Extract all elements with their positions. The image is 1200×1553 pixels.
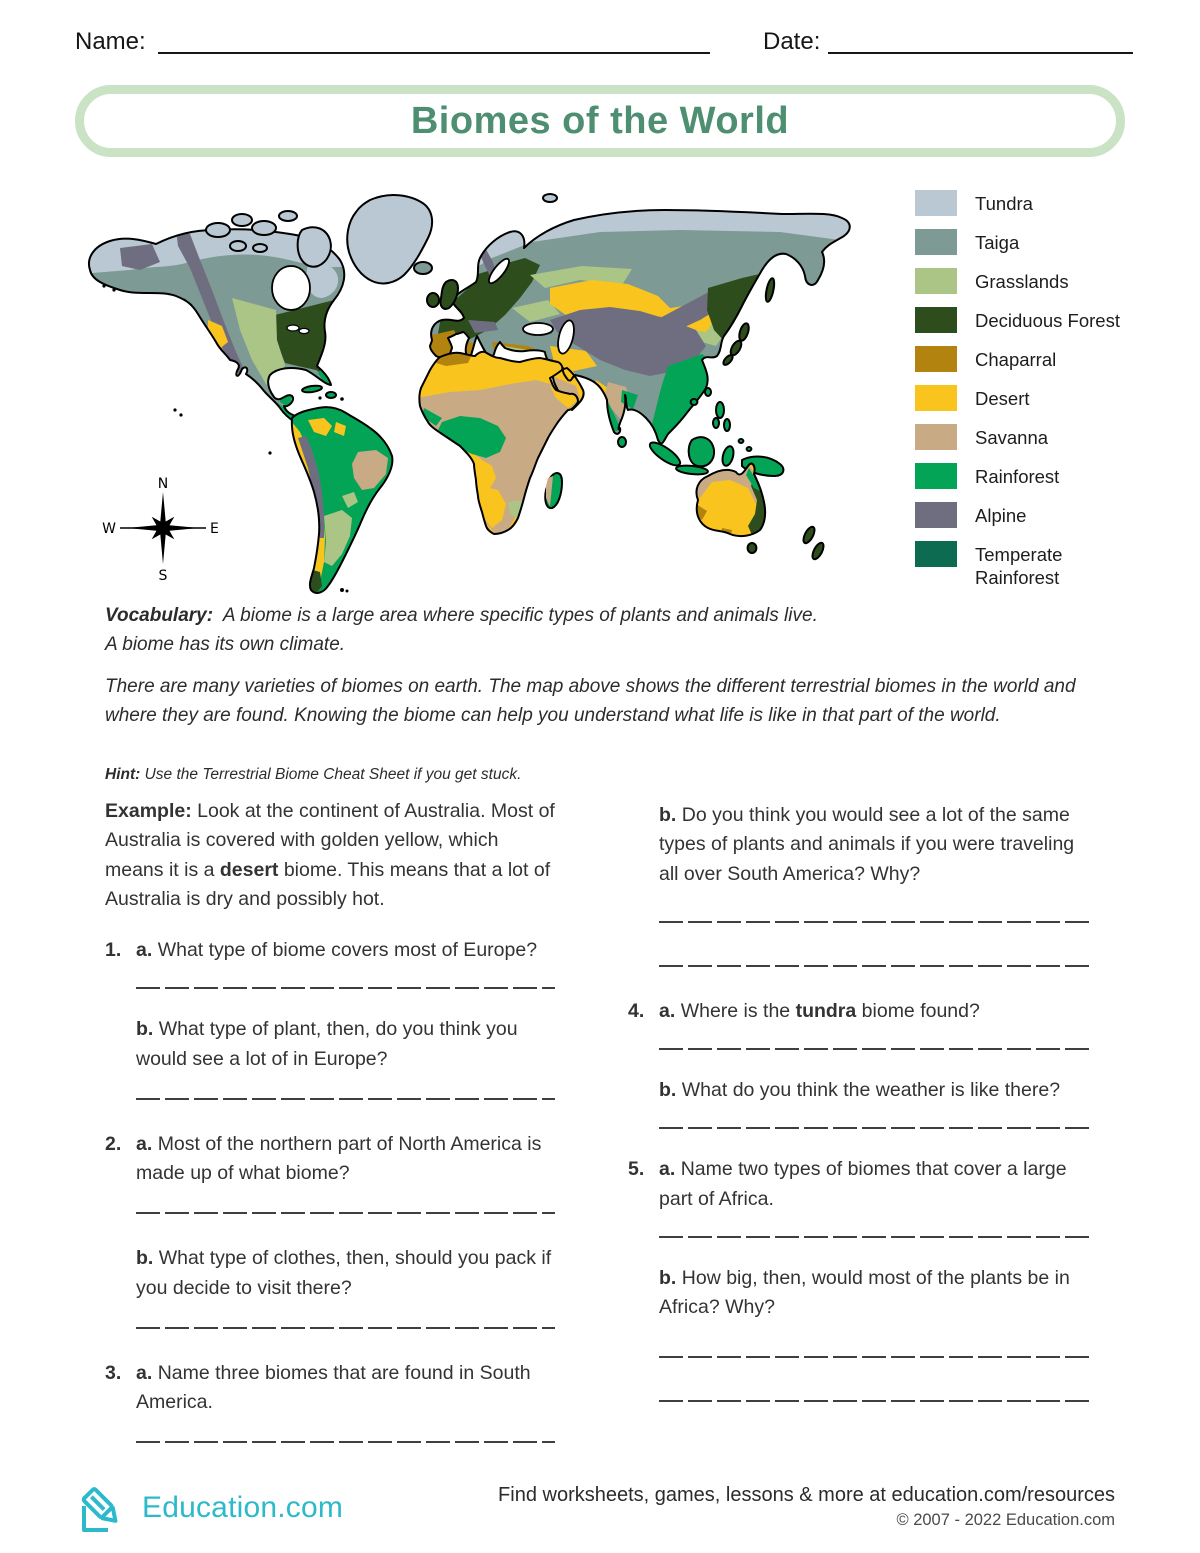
legend-item-savanna: Savanna — [915, 424, 1155, 450]
page-title: Biomes of the World — [410, 99, 790, 142]
question-1b: b. What type of plant, then, do you think you would see a lot of in Europe? — [105, 1015, 555, 1130]
question-3b: b. Do you think you would see a lot of the same types of plants and animals if you were traveling all over South America? Why? — [628, 801, 1090, 997]
question-2a: 2. a. Most of the northern part of North America is made up of what biome? — [105, 1130, 555, 1245]
date-label: Date: — [763, 28, 821, 55]
tasmania — [748, 543, 757, 553]
legend-item-alpine: Alpine — [915, 502, 1155, 528]
legend-swatch — [915, 190, 957, 216]
black-sea — [523, 323, 553, 335]
name-label: Name: — [75, 28, 146, 55]
legend-swatch — [915, 229, 957, 255]
footer-info — [495, 1484, 1115, 1530]
answer-line-5a[interactable] — [659, 1236, 1090, 1238]
title-banner — [75, 85, 1125, 157]
answer-line-1a[interactable] — [136, 987, 555, 989]
new-zealand — [801, 525, 826, 561]
answer-line-3a[interactable] — [136, 1441, 555, 1443]
compass-east-label: E — [210, 521, 219, 537]
compass-south-label: S — [158, 568, 168, 584]
date-blank-line[interactable] — [828, 52, 1133, 54]
intro-paragraph: There are many varieties of biomes on earth. The map above shows the different terrestrial biomes in the world and where they are found. Knowing the biome can help you understand what life is like in that part of the world. — [105, 676, 1076, 727]
world-biome-map — [80, 170, 910, 615]
question-4a: 4. a. Where is the tundra biome found? — [628, 997, 1090, 1076]
answer-line-4b[interactable] — [659, 1127, 1090, 1129]
answer-line-5b-2[interactable] — [659, 1400, 1090, 1402]
footer-brand[interactable] — [78, 1480, 343, 1536]
legend-item-tundra: Tundra — [915, 190, 1155, 216]
great-lakes — [287, 325, 299, 331]
compass-north-label: N — [157, 476, 169, 492]
question-2b: b. What type of clothes, then, should you pack if you decide to visit there? — [105, 1244, 555, 1359]
footer-copyright: © 2007 - 2022 Education.com — [896, 1511, 1115, 1529]
legend-item-grasslands: Grasslands — [915, 268, 1155, 294]
answer-line-4a[interactable] — [659, 1048, 1090, 1050]
question-3a: 3. a. Name three biomes that are found in South America. — [105, 1359, 555, 1474]
legend-swatch — [915, 385, 957, 411]
hint-text: Hint: Use the Terrestrial Biome Cheat Sheet if you get stuck. — [105, 766, 522, 783]
legend-item-temperate-rainforest: Temperate Rainforest — [915, 541, 1155, 589]
svalbard — [543, 194, 557, 202]
british-isles — [427, 280, 458, 309]
iceland — [414, 262, 432, 274]
map-legend — [915, 190, 1155, 602]
question-4b: b. What do you think the weather is like there? — [628, 1076, 1090, 1155]
question-5a: 5. a. Name two types of biomes that cover a large part of Africa. — [628, 1155, 1090, 1264]
educationcom-logo-icon — [78, 1480, 132, 1536]
legend-swatch — [915, 307, 957, 333]
south-america-landmass — [290, 407, 392, 596]
questions-left-column — [105, 797, 555, 1473]
legend-item-desert: Desert — [915, 385, 1155, 411]
name-blank-line[interactable] — [158, 52, 710, 54]
madagascar — [545, 473, 562, 508]
legend-item-deciduous-forest: Deciduous Forest — [915, 307, 1155, 333]
australia-landmass — [692, 464, 767, 553]
legend-swatch — [915, 502, 957, 528]
legend-swatch — [915, 424, 957, 450]
question-1a: 1. a. What type of biome covers most of Europe? — [105, 936, 555, 1015]
vocabulary-text: Vocabulary: A biome is a large area where specific types of plants and animals live. A biome has its own climate. — [105, 605, 818, 656]
legend-item-chaparral: Chaparral — [915, 346, 1155, 372]
answer-line-3b-1[interactable] — [659, 921, 1090, 923]
example-paragraph: Example: Look at the continent of Australia. Most of Australia is covered with golden yellow, which means it is a desert biome. This means that a lot of Australia is dry and possibly hot. — [105, 800, 555, 910]
answer-line-5b-1[interactable] — [659, 1356, 1090, 1358]
compass-west-label: W — [102, 521, 116, 537]
answer-line-1b[interactable] — [136, 1098, 555, 1100]
questions-right-column — [628, 801, 1090, 1432]
legend-swatch — [915, 463, 957, 489]
footer-tagline: Find worksheets, games, lessons & more at education.com/resources — [498, 1484, 1115, 1506]
legend-swatch — [915, 541, 957, 567]
hudson-bay — [272, 266, 310, 310]
legend-item-rainforest: Rainforest — [915, 463, 1155, 489]
question-5b: b. How big, then, would most of the plants be in Africa? Why? — [628, 1264, 1090, 1433]
legend-swatch — [915, 268, 957, 294]
educationcom-wordmark: Education.com — [142, 1491, 344, 1524]
answer-line-2a[interactable] — [136, 1212, 555, 1214]
answer-line-2b[interactable] — [136, 1327, 555, 1329]
legend-item-taiga: Taiga — [915, 229, 1155, 255]
answer-line-3b-2[interactable] — [659, 965, 1090, 967]
legend-swatch — [915, 346, 957, 372]
compass-rose — [102, 476, 219, 584]
